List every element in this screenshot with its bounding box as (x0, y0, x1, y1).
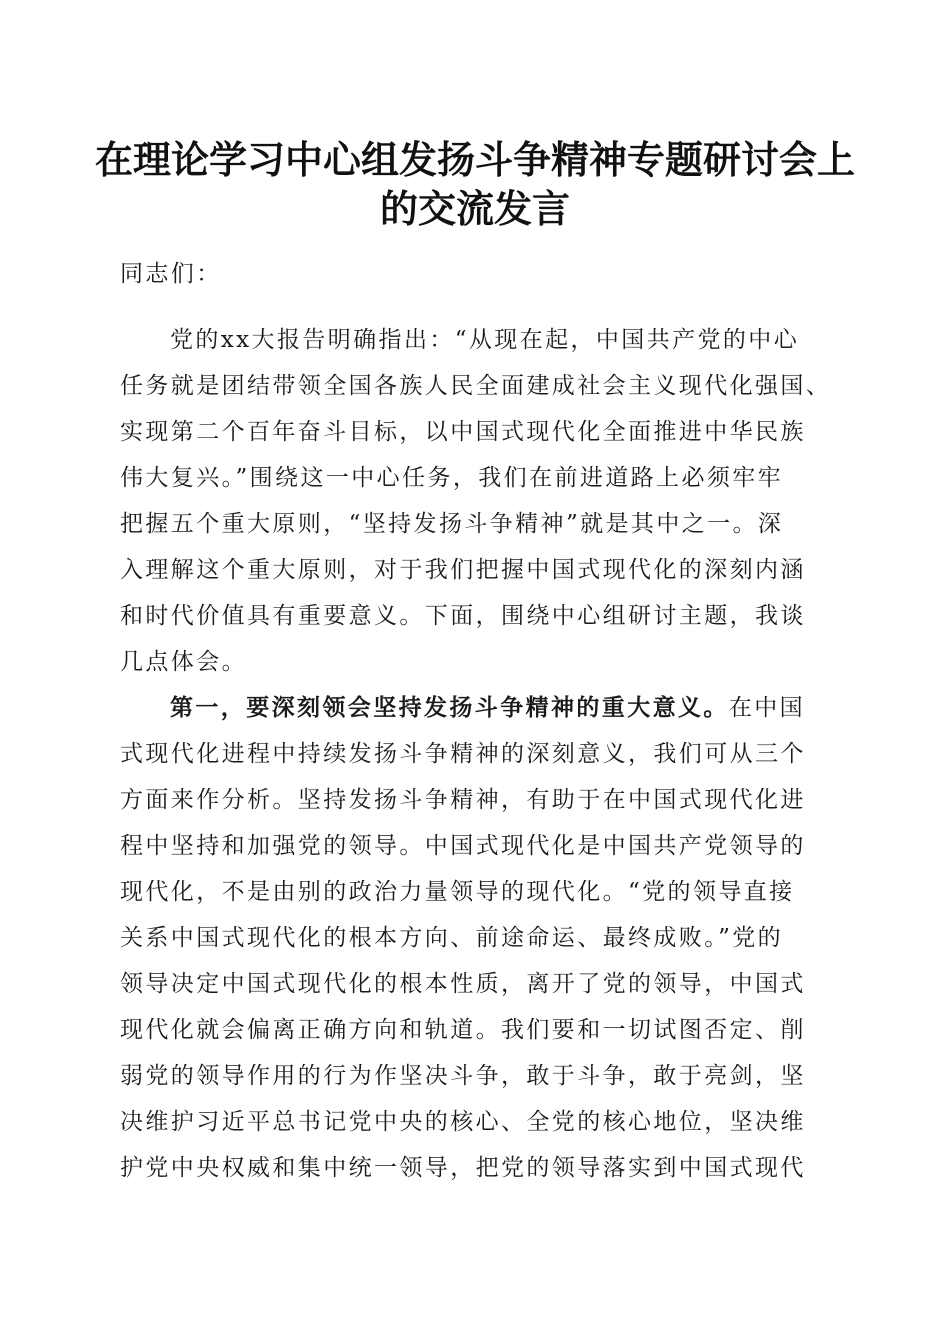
paragraph-1-line: 任务就是团结带领全国各族人民全面建成社会主义现代化强国、 (120, 373, 832, 399)
paragraph-2-line: 护党中央权威和集中统一领导，把党的领导落实到中国式现代 (120, 1155, 806, 1181)
paragraph-2-line: 决维护习近平总书记党中央的核心、全党的核心地位，坚决维 (120, 1109, 806, 1135)
paragraph-1-line: 党的xx大报告明确指出：“从现在起，中国共产党的中心 (170, 327, 800, 353)
paragraph-1-line: 几点体会。 (120, 649, 247, 675)
paragraph-2-line: 程中坚持和加强党的领导。中国式现代化是中国共产党领导的 (120, 833, 806, 859)
paragraph-2-line: 弱党的领导作用的行为作坚决斗争，敢于斗争，敢于亮剑，坚 (120, 1063, 806, 1089)
paragraph-1-line: 入理解这个重大原则，对于我们把握中国式现代化的深刻内涵 (120, 557, 806, 583)
paragraph-2-line: 领导决定中国式现代化的根本性质，离开了党的领导，中国式 (120, 971, 806, 997)
paragraph-2-line: 关系中国式现代化的根本方向、前途命运、最终成败。”党的 (120, 925, 784, 951)
paragraph-2-first-line-rest: 在中国 (728, 695, 806, 721)
paragraph-1-line: 和时代价值具有重要意义。下面，围绕中心组研讨主题，我谈 (120, 603, 806, 629)
paragraph-2-first-line (170, 688, 910, 728)
paragraph-1-line: 伟大复兴。”围绕这一中心任务，我们在前进道路上必须牢牢 (120, 465, 784, 491)
section-heading: 第一，要深刻领会坚持发扬斗争精神的重大意义。 (170, 694, 729, 721)
document-title-line-2: 的交流发言 (379, 186, 570, 231)
paragraph-2-line: 式现代化进程中持续发扬斗争精神的深刻意义，我们可从三个 (120, 741, 806, 767)
paragraph-2-line: 现代化，不是由别的政治力量领导的现代化。“党的领导直接 (120, 879, 795, 905)
paragraph-1-line: 把握五个重大原则，“坚持发扬斗争精神”就是其中之一。深 (120, 511, 784, 537)
paragraph-2-line: 方面来作分析。坚持发扬斗争精神，有助于在中国式现代化进 (120, 787, 806, 813)
paragraph-2-line: 现代化就会偏离正确方向和轨道。我们要和一切试图否定、削 (120, 1017, 806, 1043)
paragraph-1-line: 实现第二个百年奋斗目标，以中国式现代化全面推进中华民族 (120, 419, 806, 445)
document-title-line-1: 在理论学习中心组发扬斗争精神专题研讨会上 (95, 137, 856, 182)
salutation: 同志们： (120, 261, 222, 287)
